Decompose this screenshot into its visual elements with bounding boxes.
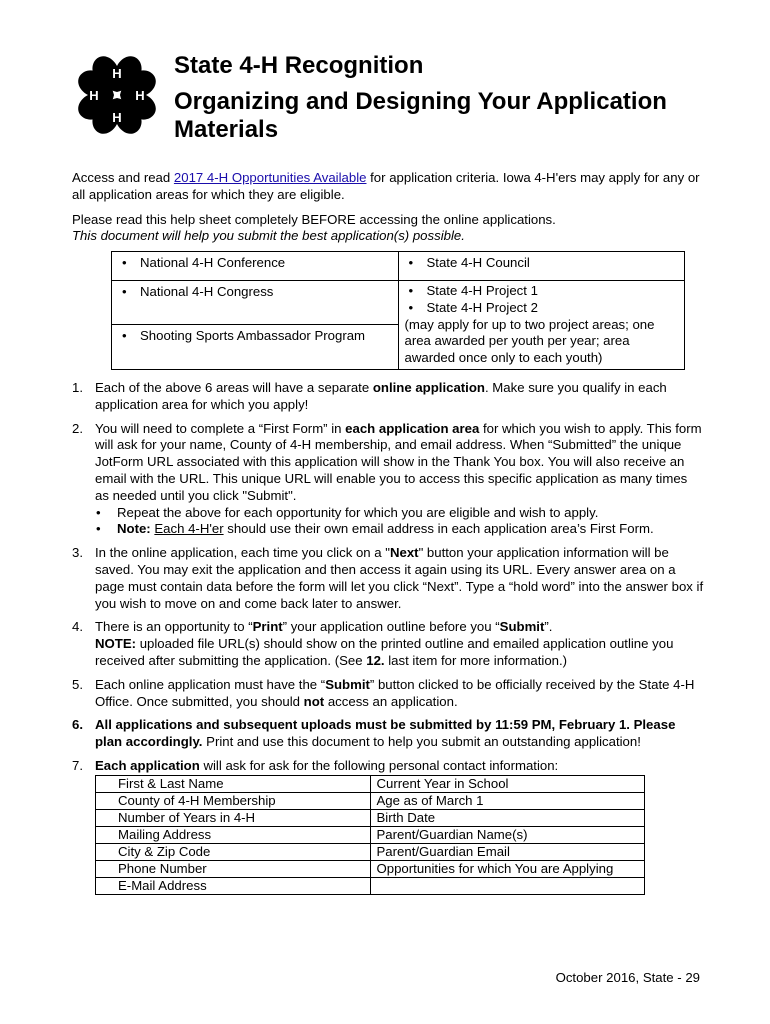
step-text: There is an opportunity to “ [95, 619, 253, 635]
steps-list [72, 380, 704, 775]
underlined-text: Each 4-H'er [154, 521, 224, 537]
contact-field: Parent/Guardian Name(s) [370, 826, 645, 843]
opportunities-link[interactable]: 2017 4-H Opportunities Available [173, 170, 367, 185]
bullet-icon: • [408, 282, 414, 298]
table-row [96, 860, 645, 877]
step-5 [72, 677, 704, 711]
step-bold: Submit [325, 676, 370, 692]
project-note: (may apply for up to two project areas; one area awarded per youth per year; area awarded once only to each youth) [404, 316, 655, 366]
step-text: for which you wish to apply. This form will ask for your name, County of 4-H membership, and email address. When “Submitted” the unique JotForm URL associated with this application will show in the Thank You box. You will also receive an email with the URL. This unique URL will enable you to access this specific application as many times as needed until you click "Submit". [95, 420, 702, 503]
sub-bullet-text: should use their own email address in each application area’s First Form. [223, 521, 654, 537]
contact-field: Opportunities for which You are Applying [370, 860, 645, 877]
intro-paragraph [72, 170, 704, 204]
step-text: uploaded file URL(s) should show on the printed outline and emailed application outline you received after submitting the application. (See [95, 636, 674, 668]
step-number: 2. [72, 420, 83, 436]
step-1 [72, 380, 704, 414]
page-title [174, 52, 734, 152]
table-row [96, 775, 645, 792]
step-text: ” button clicked to be officially received by the State 4-H Office. Once submitted, you should [95, 676, 695, 709]
step-number: 5. [72, 676, 83, 692]
area-label: Shooting Sports Ambassador Program [140, 328, 366, 344]
area-label: State 4-H Council [426, 255, 530, 271]
bullet-icon: • [122, 328, 127, 344]
table-row [96, 792, 645, 809]
bullet-icon: • [96, 504, 101, 520]
step-bold: 12. [366, 652, 385, 668]
intro-text-a: Access and read [72, 170, 174, 185]
step-6 [72, 717, 704, 751]
contact-field: Birth Date [370, 809, 645, 826]
page-footer: October 2016, State - 29 [555, 970, 700, 985]
step-text: You will need to complete a “First Form” in [95, 420, 346, 436]
step-number: 6. [72, 717, 83, 733]
contact-field: Current Year in School [370, 775, 645, 792]
step-bold: each application area [345, 420, 480, 436]
table-row [96, 809, 645, 826]
intro-text-b: for application criteria. Iowa 4-H'ers may apply for any or all application areas for which they are eligible. [72, 170, 700, 202]
step-text: ”. [544, 619, 553, 635]
step-bold: not [303, 693, 325, 709]
step-text: ” your application outline before you “ [282, 619, 500, 635]
step-number: 4. [72, 619, 83, 635]
contact-field: Phone Number [96, 860, 371, 877]
document-body [72, 170, 704, 895]
contact-field: County of 4-H Membership [96, 792, 371, 809]
step-text: . Make sure you qualify in each application area for which you apply! [95, 379, 667, 412]
area-cell [112, 325, 399, 370]
step-text: will ask for ask for the following personal contact information: [199, 757, 559, 773]
sub-bullet-text: Repeat the above for each opportunity for which you are eligible and wish to apply. [117, 504, 599, 520]
area-cell [112, 280, 399, 324]
step-text: last item for more information.) [384, 652, 568, 668]
step-bold: online application [372, 379, 485, 395]
note-label: Note: [117, 521, 151, 537]
title-line-2: Organizing and Designing Your Application Materials [174, 88, 667, 143]
step-text: Each online application must have the “ [95, 676, 326, 692]
bullet-icon: • [122, 255, 127, 271]
area-label: National 4-H Conference [140, 255, 286, 271]
svg-text:H: H [112, 110, 122, 125]
contact-field: E-Mail Address [96, 877, 371, 894]
sub-bullet [95, 521, 704, 538]
area-cell [398, 252, 685, 281]
area-cell [112, 252, 399, 281]
clover-icon [70, 48, 164, 142]
step-text: access an application. [324, 693, 458, 709]
read-first-text: Please read this help sheet completely BEFORE accessing the online applications. [72, 211, 556, 227]
note-label: NOTE: [95, 636, 137, 652]
step-number: 7. [72, 757, 83, 773]
step-text: " button your application information will be saved. You may exit the application and then access it again using its URL. Every answer area on a page must contain data before the form will let you click “Next”. Type a “hold word” into the answer box if you wish to move on and come back later to answer. [95, 545, 704, 611]
contact-field: First & Last Name [96, 775, 371, 792]
purpose-text: This document will help you submit the best application(s) possible. [72, 228, 465, 244]
area-label: National 4-H Congress [140, 283, 274, 299]
step-bold: Next [389, 545, 419, 561]
svg-text:H: H [89, 88, 99, 103]
contact-field: Number of Years in 4-H [96, 809, 371, 826]
step-2 [72, 421, 704, 539]
four-h-clover-logo [70, 48, 164, 142]
step-bold: All applications and subsequent uploads must be submitted by 11:59 PM, February 1. Please plan accordingly. [95, 717, 676, 750]
step-text: Each of the above 6 areas will have a separate [95, 379, 373, 395]
step-bold: Each application [95, 757, 200, 773]
step-text: Print and use this document to help you submit an outstanding application! [202, 734, 641, 750]
step-text: In the online application, each time you click on a " [95, 545, 390, 561]
contact-field: Age as of March 1 [370, 792, 645, 809]
step-bold: Print [252, 619, 283, 635]
bullet-icon: • [408, 255, 414, 271]
step-number: 1. [72, 379, 83, 395]
bullet-icon: • [408, 299, 414, 315]
area-label: State 4-H Project 2 [426, 299, 538, 315]
area-cell [398, 280, 685, 369]
title-line-1: State 4-H Recognition [174, 52, 424, 79]
table-row [96, 877, 645, 894]
step-bold: Submit [499, 619, 545, 635]
instruction-paragraph [72, 212, 704, 246]
step-7 [72, 758, 704, 775]
table-row [96, 843, 645, 860]
contact-info-table [95, 775, 645, 895]
step-number: 3. [72, 545, 83, 561]
svg-text:H: H [112, 66, 122, 81]
step-3 [72, 545, 704, 612]
contact-field [370, 877, 645, 894]
bullet-icon: • [96, 521, 101, 537]
sub-bullet [95, 505, 704, 522]
svg-text:H: H [135, 88, 145, 103]
application-areas-table [111, 251, 685, 370]
contact-field: Mailing Address [96, 826, 371, 843]
table-row [96, 826, 645, 843]
bullet-icon: • [122, 283, 127, 299]
step-4 [72, 619, 704, 669]
contact-field: City & Zip Code [96, 843, 371, 860]
contact-field: Parent/Guardian Email [370, 843, 645, 860]
area-label: State 4-H Project 1 [426, 282, 538, 298]
